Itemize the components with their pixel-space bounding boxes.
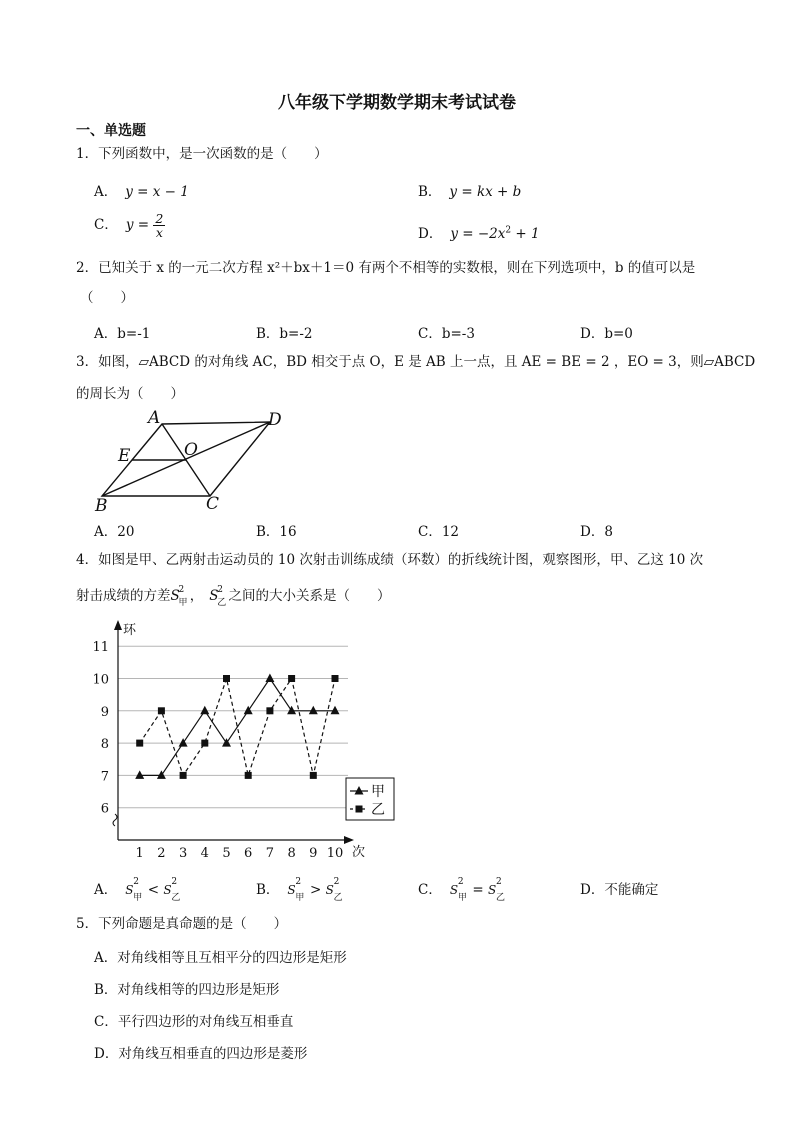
variance-square: 2	[133, 877, 139, 887]
q4-stem-line2	[76, 586, 391, 606]
q4-option-c[interactable]	[418, 877, 506, 903]
q5-option-a[interactable]: A．对角线相等且互相平分的四边形是矩形	[94, 950, 347, 966]
x-tick-label-6: 6	[244, 846, 253, 861]
q5-option-d[interactable]: D．对角线互相垂直的四边形是菱形	[94, 1046, 308, 1062]
q1-option-c-numerator: 2	[155, 211, 164, 226]
q4-stem-text-b: ，	[189, 588, 204, 604]
q1-option-c-label: C．	[94, 217, 118, 233]
x-axis-arrow	[344, 836, 354, 844]
variance-jia	[287, 877, 305, 903]
q1-option-c-denominator: x	[155, 225, 163, 240]
yi-point-9	[310, 772, 317, 779]
q4-stem-text-c: 之间的大小关系是（ ）	[228, 588, 391, 604]
variance-yi	[209, 586, 228, 606]
variance-yi-sub: 乙	[333, 893, 343, 903]
q1-option-d-exponent: 2	[505, 225, 512, 236]
q1-option-c-lhs: y =	[125, 217, 150, 233]
yi-point-2	[158, 707, 165, 714]
section-heading: 一、单选题	[76, 123, 146, 139]
variance-square: 2	[217, 585, 223, 595]
q4-stem-text-a: 射击成绩的方差	[76, 588, 171, 604]
y-axis-label: 环	[123, 623, 137, 638]
q1-option-b[interactable]	[418, 180, 521, 200]
x-tick-label-2: 2	[157, 846, 166, 861]
q1-option-d-rhs: + 1	[511, 226, 540, 242]
q1-option-a[interactable]	[94, 180, 189, 200]
q3-option-d[interactable]: D．8	[580, 524, 613, 540]
vertex-label-c: C	[206, 494, 220, 514]
q1-stem: 1．下列函数中，是一次函数的是（ ）	[76, 146, 328, 162]
legend-jia-label: 甲	[371, 784, 385, 800]
x-tick-label-8: 8	[287, 846, 296, 861]
q1-option-d-label: D．	[418, 226, 443, 242]
x-axis-label: 次	[352, 845, 366, 860]
y-tick-label-7: 7	[100, 769, 109, 785]
yi-point-6	[245, 772, 252, 779]
page-title: 八年级下学期数学期末考试试卷	[278, 93, 516, 113]
x-tick-label-1: 1	[135, 846, 144, 861]
yi-point-10	[332, 675, 339, 682]
variance-symbol: S	[209, 588, 219, 604]
variance-yi	[325, 877, 344, 903]
legend-yi-label: 乙	[371, 802, 385, 818]
variance-jia	[125, 877, 143, 903]
variance-square: 2	[171, 877, 178, 887]
equals-sign: =	[468, 882, 488, 898]
x-tick-label-7: 7	[265, 846, 275, 861]
y-tick-label-8: 8	[100, 737, 109, 753]
q2-option-d[interactable]: D．b=0	[580, 326, 633, 342]
legend-yi-marker	[356, 806, 363, 813]
q5-option-c[interactable]: C．平行四边形的对角线互相垂直	[94, 1014, 294, 1030]
vertex-label-d: D	[268, 410, 282, 430]
q4-option-b[interactable]	[256, 877, 344, 903]
vertex-label-a: A	[148, 408, 161, 428]
q2-stem-line2: （ ）	[80, 290, 134, 306]
q1-option-d[interactable]	[418, 222, 540, 242]
variance-jia-sub: 甲	[295, 893, 305, 903]
q1-option-b-label: B．	[418, 184, 442, 200]
q1-option-c-fraction	[153, 212, 165, 239]
shooting-score-line-chart	[80, 618, 385, 863]
variance-jia-sub: 甲	[457, 893, 467, 903]
x-tick-label-9: 9	[309, 846, 318, 861]
q4-option-d[interactable]: D．不能确定	[580, 882, 659, 898]
q3-option-c[interactable]: C．12	[418, 524, 460, 540]
q2-stem-line1: 2．已知关于 x 的一元二次方程 x²＋bx＋1＝0 有两个不相等的实数根，则在下列选项中，b 的值可以是	[76, 260, 696, 276]
variance-yi-sub: 乙	[217, 598, 227, 608]
axis-break-mark	[113, 814, 117, 826]
jia-point-4	[200, 706, 209, 715]
x-tick-label-5: 5	[222, 846, 231, 861]
legend-box	[346, 778, 394, 820]
yi-point-7	[266, 707, 273, 714]
vertex-label-b: B	[95, 496, 108, 516]
q4-option-c-label: C．	[418, 882, 442, 898]
point-label-e: E	[118, 446, 131, 466]
q1-option-a-expr: y = x − 1	[125, 184, 189, 200]
series-line-jia	[140, 679, 335, 776]
point-label-o: O	[184, 440, 198, 460]
variance-yi	[487, 877, 506, 903]
q3-option-a[interactable]: A．20	[94, 524, 135, 540]
less-than-sign: <	[143, 882, 164, 898]
q4-option-b-label: B．	[256, 882, 280, 898]
y-tick-label-6: 6	[100, 801, 109, 817]
y-tick-label-9: 9	[100, 704, 109, 720]
greater-than-sign: >	[305, 882, 326, 898]
q1-option-a-label: A．	[94, 184, 118, 200]
x-tick-label-3: 3	[178, 846, 188, 861]
q1-option-c[interactable]	[94, 212, 165, 239]
q4-stem-line1: 4．如图是甲、乙两射击运动员的 10 次射击训练成绩（环数）的折线统计图，观察图形，甲、乙这 10 次	[76, 552, 704, 568]
y-axis-arrow	[114, 620, 122, 630]
q4-option-a-label: A．	[94, 882, 118, 898]
variance-yi-sub: 乙	[171, 893, 181, 903]
yi-point-5	[223, 675, 230, 682]
x-tick-label-10: 10	[326, 846, 344, 861]
variance-square: 2	[457, 877, 464, 887]
q1-option-b-expr: y = kx + b	[449, 184, 522, 200]
yi-point-4	[201, 740, 208, 747]
q3-stem-line1: 3．如图，▱ABCD 的对角线 AC，BD 相交于点 O，E 是 AB 上一点，且 AE = BE = 2 ，EO = 3，则▱ABCD	[76, 354, 756, 370]
variance-jia-sub: 甲	[133, 893, 143, 903]
q3-option-b[interactable]: B．16	[256, 524, 297, 540]
jia-point-10	[331, 706, 340, 715]
q1-option-d-lhs: y = −2x	[450, 226, 506, 242]
q4-option-a[interactable]	[94, 877, 182, 903]
variance-symbol: S	[163, 883, 172, 897]
variance-square: 2	[178, 585, 185, 595]
y-tick-label-11: 11	[92, 640, 109, 656]
q3-parallelogram-figure	[90, 404, 300, 514]
y-tick-label-10: 10	[92, 672, 109, 688]
variance-symbol: S	[287, 883, 296, 897]
x-tick-label-4: 4	[200, 846, 209, 861]
q3-stem-line2: 的周长为（ ）	[76, 386, 184, 402]
variance-jia	[171, 586, 190, 606]
yi-point-1	[136, 740, 143, 747]
yi-point-3	[180, 772, 187, 779]
q5-option-b[interactable]: B．对角线相等的四边形是矩形	[94, 982, 280, 998]
q2-option-b[interactable]: B．b=-2	[256, 326, 313, 342]
variance-symbol: S	[449, 883, 459, 897]
variance-symbol: S	[487, 883, 497, 897]
variance-square: 2	[495, 877, 502, 887]
variance-symbol: S	[325, 883, 334, 897]
q5-stem: 5．下列命题是真命题的是（ ）	[76, 916, 288, 932]
variance-yi	[163, 877, 181, 903]
variance-symbol: S	[125, 883, 134, 897]
q2-option-a[interactable]: A．b=-1	[94, 326, 151, 342]
variance-symbol: S	[170, 588, 180, 604]
variance-yi-sub: 乙	[495, 893, 505, 903]
yi-point-8	[288, 675, 295, 682]
jia-point-1	[135, 770, 144, 779]
jia-point-9	[309, 706, 318, 715]
q2-option-c[interactable]: C．b=-3	[418, 326, 475, 342]
variance-square: 2	[295, 877, 302, 887]
variance-square: 2	[333, 877, 340, 887]
variance-jia-sub: 甲	[178, 598, 188, 608]
variance-jia	[449, 877, 468, 903]
jia-point-7	[265, 674, 274, 683]
